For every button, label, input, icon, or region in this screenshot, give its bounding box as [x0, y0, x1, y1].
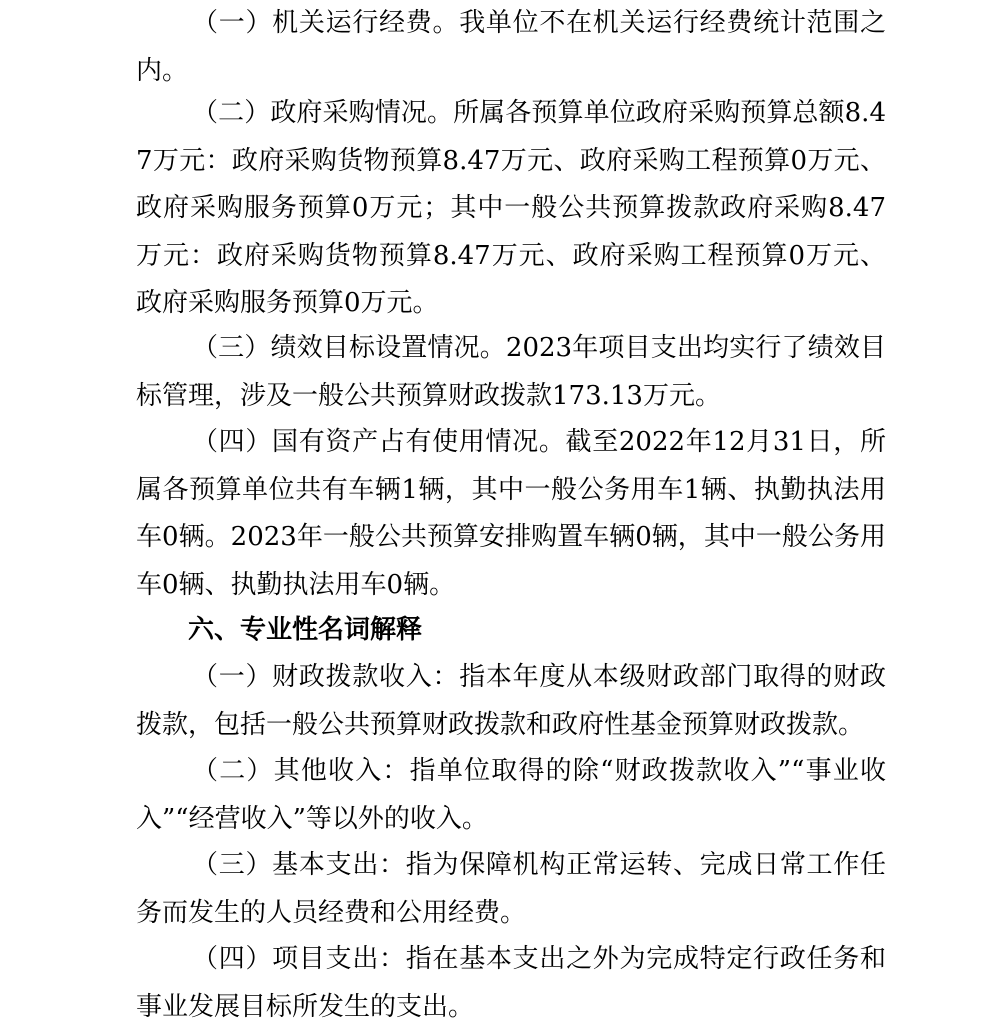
- paragraph-performance-goals: [136, 325, 886, 420]
- definition-basic-expenditure: [136, 842, 886, 937]
- definition-body: 指单位取得的除“财政拨款收入”“事业收入”“经营收入”等以外的收入。: [136, 756, 886, 834]
- paragraph-body: 我单位不在机关运行经费统计范围之内。: [136, 8, 886, 86]
- paragraph-government-procurement: [136, 90, 886, 328]
- paragraph-body: 所属各预算单位政府采购预算总额8.47万元：政府采购货物预算8.47万元、政府采购工程预算0万元、政府采购服务预算0万元；其中一般公共预算拨款政府采购8.47万元：政府采购货物预算8.47万元、政府采购工程预算0万元、政府采购服务预算0万元。: [136, 98, 886, 318]
- definition-term: （一）财政拨款收入：: [192, 662, 460, 692]
- paragraph-lead: （四）国有资产占有使用情况。: [192, 427, 566, 457]
- definition-body: 指在基本支出之外为完成特定行政任务和事业发展目标所发生的支出。: [136, 944, 886, 1022]
- definition-other-income: [136, 748, 886, 843]
- paragraph-body: 截至2022年12月31日，所属各预算单位共有车辆1辆，其中一般公务用车1辆、执勤执法用车0辆。2023年一般公共预算安排购置车辆0辆，其中一般公务用车0辆、执勤执法用车0辆。: [136, 427, 886, 600]
- definition-term: （二）其他收入：: [192, 756, 410, 786]
- paragraph-lead: （一）机关运行经费。: [192, 8, 460, 38]
- definition-project-expenditure: [136, 936, 886, 1031]
- paragraph-state-assets: [136, 419, 886, 609]
- definition-body: 指本年度从本级财政部门取得的财政拨款，包括一般公共预算财政拨款和政府性基金预算财政拨款。: [136, 662, 886, 740]
- paragraph-lead: （二）政府采购情况。: [192, 98, 454, 128]
- definition-term: （三）基本支出：: [192, 850, 406, 880]
- definition-fiscal-allocation-income: [136, 654, 886, 749]
- definition-term: （四）项目支出：: [192, 944, 406, 974]
- definition-body: 指为保障机构正常运转、完成日常工作任务而发生的人员经费和公用经费。: [136, 850, 886, 928]
- paragraph-body: 2023年项目支出均实行了绩效目标管理，涉及一般公共预算财政拨款173.13万元。: [136, 333, 886, 411]
- section-heading: 六、专业性名词解释: [188, 615, 423, 645]
- paragraph-admin-operating-expenses: [136, 0, 886, 95]
- paragraph-lead: （三）绩效目标设置情况。: [192, 333, 506, 363]
